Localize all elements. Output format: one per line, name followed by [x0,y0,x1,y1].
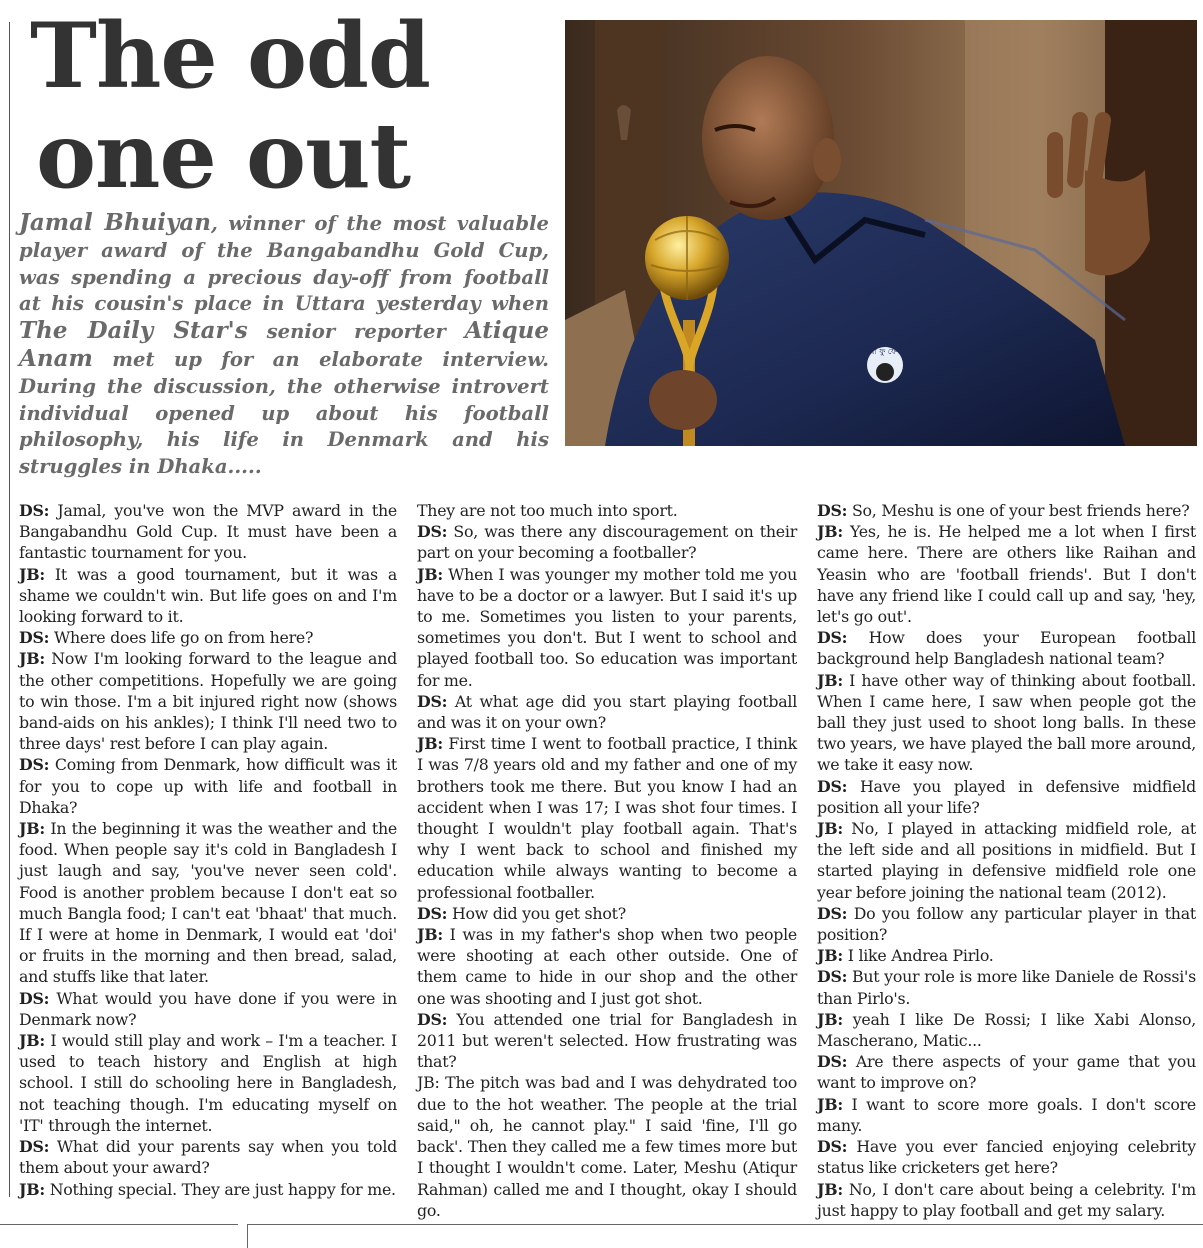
paragraph-text: No, I don't care about being a celebrity. I'm just happy to play football and get my salary. [817,1179,1196,1220]
qa-paragraph [417,1072,797,1220]
speaker-label: DS: [817,1052,848,1072]
player-photo-illustration [565,20,1197,446]
qa-paragraph [19,818,397,988]
qa-paragraph [817,1136,1196,1178]
qa-paragraph [417,691,797,733]
speaker-label: DS: [417,903,448,923]
left-column-rule [9,22,10,1197]
bottom-rule-tick [247,1224,248,1248]
speaker-label: JB: [817,819,843,839]
qa-paragraph [817,818,1196,903]
headline [30,3,550,209]
photo-ear [813,138,841,182]
speaker-label: DS: [817,903,848,923]
article-column-1 [19,500,397,1200]
qa-paragraph [19,754,397,818]
qa-paragraph [417,500,797,521]
qa-paragraph [417,733,797,903]
paragraph-text: Coming from Denmark, how difficult was it for you to cope up with life and football in Dhaka? [19,755,397,817]
speaker-label: JB: [417,564,443,584]
photo-head [702,56,834,220]
qa-paragraph [817,500,1196,521]
paragraph-text: So, Meshu is one of your best friends here? [847,501,1190,520]
intro-player-name: Jamal Bhuiyan [19,209,212,236]
qa-paragraph [817,903,1196,945]
qa-paragraph [817,521,1196,627]
paragraph-text: How does your European football background help Bangladesh national team? [817,628,1196,669]
bottom-rule-left [0,1224,238,1225]
paragraph-text: You attended one trial for Bangladesh in 2011 but weren't selected. How frustrating was that? [417,1009,797,1072]
speaker-label: JB: [19,649,45,669]
article-column-2 [417,500,797,1221]
speaker-label: JB: [817,670,843,690]
qa-paragraph [19,564,397,628]
speaker-label: DS: [19,1137,50,1157]
paragraph-text: So, was there any discouragement on their part on your becoming a footballer? [417,522,797,563]
speaker-label: JB: [417,925,443,945]
speaker-label: DS: [19,988,50,1008]
bottom-rule-right [247,1224,1203,1225]
speaker-label: DS: [417,691,448,711]
paragraph-text: Nothing special. They are just happy for me. [44,1179,396,1199]
qa-paragraph [817,670,1196,776]
paragraph-text: I would still play and work – I'm a teacher. I used to teach history and English at high school. I still do schooling here in Bangladesh, not teaching though. I'm educating myself on 'IT' through the internet. [19,1031,397,1135]
qa-paragraph [817,1094,1196,1136]
paragraph-text: No, I played in attacking midfield role, at the left side and all positions in midfield. But I started playing in defensive midfield role one year before joining the national team (2012). [817,819,1196,902]
paragraph-text: At what age did you start playing football and was it on your own? [417,691,797,733]
intro-text-1: , winner of the most valuable player award of the Bangabandhu Gold Cup, was spending a precious day-off from football at his cousin's place in Uttara yesterday when [19,212,549,316]
qa-paragraph [19,1179,397,1200]
paragraph-text: They are not too much into sport. [417,501,678,520]
paragraph-text: Are there aspects of your game that you want to improve on? [817,1052,1196,1093]
paragraph-text: How did you get shot? [447,903,626,923]
paragraph-text: Have you ever fancied enjoying celebrity status like cricketers get here? [817,1137,1196,1178]
qa-paragraph [417,924,797,1009]
speaker-label: JB: [19,819,45,839]
speaker-label: JB: [19,1031,45,1051]
paragraph-text: I was in my father's shop when two people were shooting at each other outside. One of them came to hide in our shop and the other one was shooting and I just got shot. [417,925,797,1008]
speaker-label: DS: [817,967,848,987]
paragraph-text: When I was younger my mother told me you have to be a doctor or a lawyer. But I said it's up to me. Sometimes you listen to your parents, sometimes you don't. But I went to school and played football too. So education was important for me. [417,564,797,690]
speaker-label: DS: [817,1137,848,1157]
photo-holding-hand [649,370,717,430]
speaker-label: JB: [817,1179,843,1199]
paragraph-text: What did your parents say when you told them about your award? [19,1137,397,1178]
qa-paragraph [817,945,1196,966]
speaker-label: JB: [19,564,45,584]
paragraph-text: Where does life go on from here? [49,628,314,648]
paragraph-text: Now I'm looking forward to the league and the other competitions. Hopefully we are going to win those. I'm a bit injured right now (shows band-aids on his ankles); I think I'll need two to three days' rest before I can play again. [19,649,397,754]
qa-paragraph [19,988,397,1030]
qa-paragraph [19,1136,397,1178]
qa-paragraph [417,564,797,691]
qa-paragraph [19,500,397,564]
intro-standfirst [19,210,549,481]
qa-paragraph [817,966,1196,1008]
qa-paragraph [817,1179,1196,1221]
intro-text-3: met up for an elaborate interview. During the discussion, the otherwise introvert individual opened up about his football philosophy, his life in Denmark and his struggles in Dhaka..... [19,347,549,479]
speaker-label: JB: [817,1094,843,1114]
paragraph-text: In the beginning it was the weather and the food. When people say it's cold in Bangladesh I just laugh and say, 'you've never seen cold'. Food is another problem because I don't eat so much Bangla food; I can't eat 'bhaat' that much. If I were at home in Denmark, I would eat 'doi' or fruits in the morning and then bread, salad, and stuffs like that later. [19,819,397,987]
speaker-label: DS: [19,628,50,648]
speaker-label: JB: [817,522,843,542]
qa-paragraph [817,776,1196,818]
speaker-label: JB: [817,946,843,966]
speaker-label: DS: [19,501,50,520]
qa-paragraph [817,1051,1196,1093]
speaker-label: DS: [817,776,848,796]
paragraph-text: I have other way of thinking about football. When I came here, I saw when people got the ball they just used to shoot long balls. In these two years, we have played the ball more around, we take it easy now. [817,670,1196,775]
paragraph-text: First time I went to football practice, I think I was 7/8 years old and my father and one of my brothers took me there. But you know I had an accident when I was 17; I was shot four times. I thought I wouldn't play football again. That's why I went back to school and finished my education while always wanting to become a professional footballer. [417,734,797,902]
headline-line-2: one out [36,103,411,209]
speaker-label: DS: [417,1009,448,1029]
qa-paragraph [19,648,397,754]
paragraph-text: yeah I like De Rossi; I like Xabi Alonso, Mascherano, Matic... [817,1009,1196,1051]
speaker-label: JB: [19,1179,45,1199]
speaker-label: DS: [417,522,448,542]
paragraph-text: Yes, he is. He helped me a lot when I first came here. There are others like Raihan and Yeasin who are 'football friends'. But I don't have any friend like I could call up and say, 'hey, let's go out'. [817,522,1196,627]
paragraph-text: It was a good tournament, but it was a shame we couldn't win. But life goes on and I'm looking forward to it. [19,564,397,627]
player-photo [565,20,1197,446]
photo-badge-ball [876,363,894,381]
headline-line-1: The odd [30,3,430,109]
intro-text-2: senior reporter [247,320,465,344]
intro-paper-name: The Daily Star's [19,317,248,345]
paragraph-text: But your role is more like Daniele de Rossi's than Pirlo's. [817,967,1196,1008]
intro-reporter-name: Atique Anam [19,317,550,372]
paragraph-text: I want to score more goals. I don't score many. [817,1094,1196,1135]
qa-paragraph [417,1009,797,1073]
paragraph-text: JB: The pitch was bad and I was dehydrated too due to the hot weather. The people at the trial said," oh, he cannot play." I said 'fine, I'll go back'. Then they called me a few times more but I thought I wouldn't come. Later, Meshu (Atiqur Rahman) called me and I thought, okay I should go. [417,1073,797,1220]
qa-paragraph [417,903,797,924]
article-column-3 [817,500,1196,1221]
qa-paragraph [817,627,1196,669]
speaker-label: DS: [817,501,848,520]
paragraph-text: Jamal, you've won the MVP award in the Bangabandhu Gold Cup. It must have been a fantastic tournament for you. [19,501,397,563]
paragraph-text: Do you follow any particular player in that position? [817,903,1196,945]
qa-paragraph [417,521,797,563]
speaker-label: JB: [817,1009,843,1029]
photo-badge-text: বা ফু ফে [870,347,897,356]
paragraph-text: Have you played in defensive midfield position all your life? [817,776,1196,817]
speaker-label: DS: [19,755,50,775]
paragraph-text: What would you have done if you were in Denmark now? [19,988,397,1029]
qa-paragraph [817,1009,1196,1051]
speaker-label: JB: [417,734,443,754]
paragraph-text: I like Andrea Pirlo. [842,946,994,966]
qa-paragraph [19,1030,397,1136]
qa-paragraph [19,627,397,648]
speaker-label: DS: [817,628,848,648]
